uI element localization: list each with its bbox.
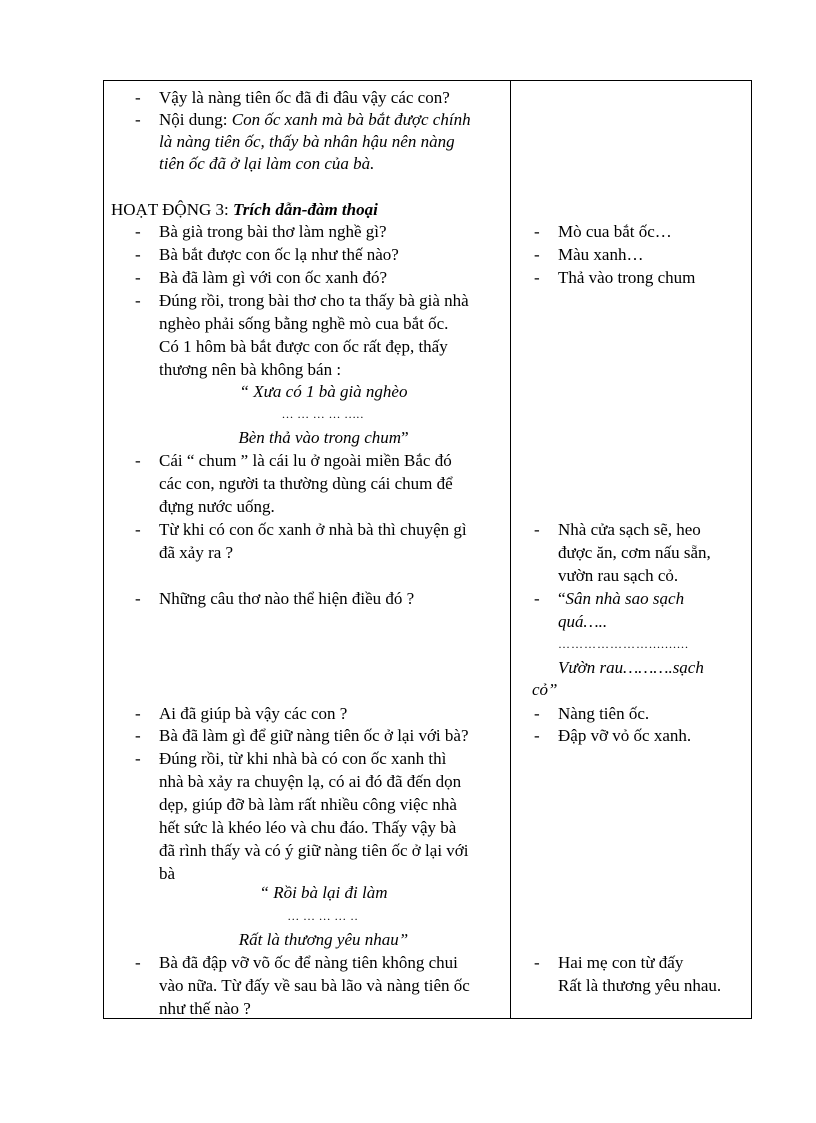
answer-line: - Thả vào trong chum [532,266,695,289]
paragraph-line: hết sức là khéo léo và chu đáo. Thấy vậy bà [159,818,457,837]
paragraph-line: đựng nước uống. [159,497,275,516]
answer-line: - Hai mẹ con từ đấy [532,951,683,974]
paragraph-line: dẹp, giúp đỡ bà làm rất nhiều công việc nhà [159,795,457,814]
paragraph-line: nghèo phải sống bằng nghề mò cua bắt ốc. [159,314,449,333]
heading-label: HOẠT ĐỘNG 3: [111,200,233,219]
answer-line: - Mò cua bắt ốc… [532,220,672,243]
answer-line: Rất là thương yêu nhau. [558,976,722,995]
paragraph-line: - Đúng rồi, từ khi nhà bà có con ốc xanh thì [111,747,446,770]
question-line: - Những câu thơ nào thể hiện điều đó ? [111,587,414,610]
answer-line: được ăn, cơm nấu sẵn, [558,543,711,562]
question-line: - Bà bắt được con ốc lạ như thế nào? [111,243,399,266]
answer-verse-text: Sân nhà sao sạch [565,589,685,608]
paragraph-line: thương nên bà không bán : [159,360,342,379]
question-line: vào nữa. Từ đấy về sau bà lão và nàng tiên ốc [159,976,470,995]
content-label: Nội dung: [159,110,232,129]
paragraph-line: các con, người ta thường dùng cái chum để [159,474,453,493]
verse-line: “ Rồi bà lại đi làm [259,883,388,902]
answer-line: - Màu xanh… [532,243,643,266]
answer-verse: cỏ” [532,680,558,699]
question-line: đã xảy ra ? [159,543,234,562]
content-italic: Con ốc xanh mà bà bắt được chính [231,110,471,129]
paragraph-line: - Đúng rồi, trong bài thơ cho ta thấy bà già nhà [111,289,469,312]
question-line: - Bà đã làm gì với con ốc xanh đó? [111,266,387,289]
paragraph-line: đã rình thấy và có ý giữ nàng tiên ốc ở lại với [159,841,469,860]
question-line: - Bà đã đập vỡ võ ốc để nàng tiên không chui [111,951,458,974]
verse-line [111,426,506,449]
teacher-column [111,81,506,1018]
answer-verse: Vườn rau……….sạch [558,658,704,677]
question-line: - Từ khi có con ốc xanh ở nhà bà thì chuyện gì [111,518,467,541]
answer-line: - Nhà cửa sạch sẽ, heo [532,518,701,541]
verse-text: Bèn thả vào trong chum [238,428,402,447]
verse-line: Rất là thương yêu nhau” [238,930,409,949]
lesson-table [103,80,752,1019]
answer-ellipsis: ………………….......... [558,637,689,651]
content-line: là nàng tiên ốc, thấy bà nhân hậu nên nàng [159,132,455,151]
verse-quote: ” [401,428,409,447]
paragraph-line: Có 1 hôm bà bắt được con ốc rất đẹp, thấy [159,337,448,356]
paragraph-line: nhà bà xảy ra chuyện lạ, có ai đó đã đến dọn [159,772,462,791]
heading-title: Trích dẫn-đàm thoại [233,200,378,219]
paragraph-line: - Cái “ chum ” là cái lu ở ngoài miền Bắc đó [111,449,452,472]
activity-heading [111,198,378,221]
content-line: tiên ốc đã ở lại làm con của bà. [159,154,375,173]
answer-line: - Nàng tiên ốc. [532,702,649,725]
question-line: như thế nào ? [159,999,251,1018]
question-line: - Bà đã làm gì để giữ nàng tiên ốc ở lại với bà? [111,724,469,747]
paragraph-line: bà [159,864,176,883]
content-line [111,108,471,131]
verse-ellipsis: … … … … ….. [282,407,365,421]
column-divider [510,81,511,1018]
answer-quote: “ [558,589,566,608]
question-line: - Bà già trong bài thơ làm nghề gì? [111,220,387,243]
answer-verse [532,587,684,610]
student-column [532,81,747,1018]
question-line: - Ai đã giúp bà vậy các con ? [111,702,347,725]
question-line: - Vậy là nàng tiên ốc đã đi đâu vậy các con? [111,86,450,109]
answer-line: vườn rau sạch cỏ. [558,566,679,585]
answer-verse: quá….. [558,612,608,631]
verse-line: “ Xưa có 1 bà già nghèo [239,382,408,401]
verse-ellipsis: … … … … .. [288,909,359,923]
answer-line: - Đập vỡ vỏ ốc xanh. [532,724,691,747]
